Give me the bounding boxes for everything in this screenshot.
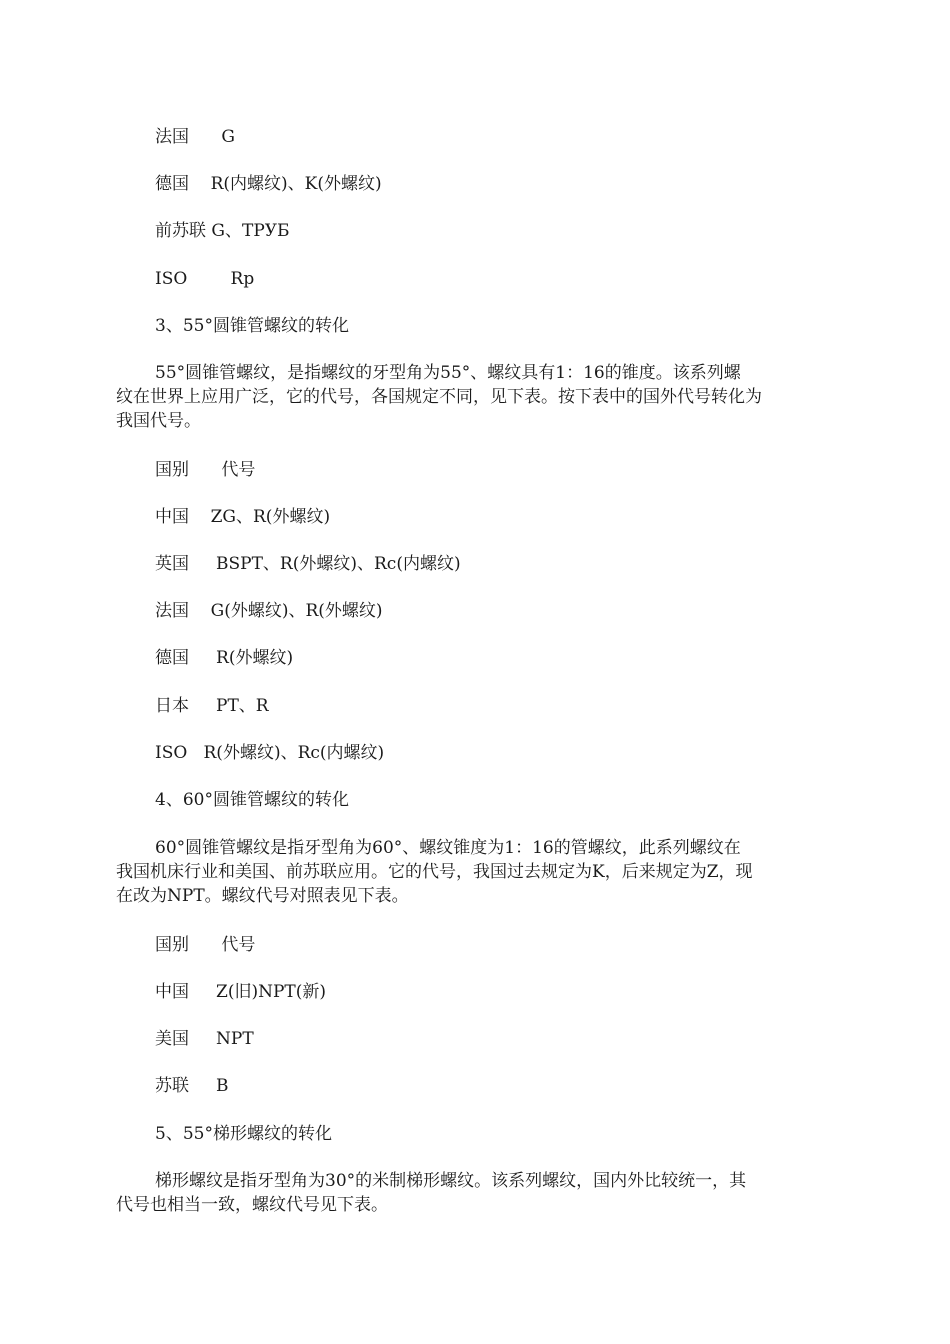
section-heading-4: 4、60°圆锥管螺纹的转化 — [155, 790, 349, 810]
table-header: 国别 代号 — [155, 460, 256, 480]
paragraph-line: 60°圆锥管螺纹是指牙型角为60°、螺纹锥度为1：16的管螺纹，此系列螺纹在 — [155, 838, 741, 858]
section-paragraph-4 — [116, 836, 836, 908]
table-row-france: 法国 G — [155, 127, 236, 147]
paragraph-line: 代号也相当一致，螺纹代号见下表。 — [116, 1195, 388, 1215]
table-row: 法国 G(外螺纹)、R(外螺纹) — [155, 601, 383, 621]
section-heading-5: 5、55°梯形螺纹的转化 — [155, 1124, 332, 1144]
paragraph-line: 55°圆锥管螺纹，是指螺纹的牙型角为55°、螺纹具有1：16的锥度。该系列螺 — [155, 363, 741, 383]
section-paragraph-3 — [116, 361, 836, 433]
table-row-iso: ISO Rp — [155, 269, 255, 289]
section-paragraph-5 — [116, 1169, 836, 1217]
table-row: 日本 PT、R — [155, 696, 269, 716]
paragraph-line: 在改为NPT。螺纹代号对照表见下表。 — [116, 886, 409, 906]
table-row: 中国 Z(旧)NPT(新) — [155, 982, 327, 1002]
table-row: 苏联 B — [155, 1076, 229, 1096]
section-heading-3: 3、55°圆锥管螺纹的转化 — [155, 316, 349, 336]
table-row: 中国 ZG、R(外螺纹) — [155, 507, 331, 527]
paragraph-line: 我国代号。 — [116, 411, 201, 431]
paragraph-line: 纹在世界上应用广泛，它的代号，各国规定不同，见下表。按下表中的国外代号转化为 — [116, 387, 762, 407]
table-row-former-ussr: 前苏联 G、TPУБ — [155, 221, 290, 241]
table-row: 美国 NPT — [155, 1029, 254, 1049]
table-row: 德国 R(外螺纹) — [155, 648, 294, 668]
table-header: 国别 代号 — [155, 935, 256, 955]
table-row: ISO R(外螺纹)、Rc(内螺纹) — [155, 743, 385, 763]
table-row: 英国 BSPT、R(外螺纹)、Rc(内螺纹) — [155, 554, 461, 574]
table-row-germany: 德国 R(内螺纹)、K(外螺纹) — [155, 174, 382, 194]
paragraph-line: 我国机床行业和美国、前苏联应用。它的代号，我国过去规定为K，后来规定为Z，现 — [116, 862, 753, 882]
paragraph-line: 梯形螺纹是指牙型角为30°的米制梯形螺纹。该系列螺纹，国内外比较统一，其 — [155, 1171, 747, 1191]
